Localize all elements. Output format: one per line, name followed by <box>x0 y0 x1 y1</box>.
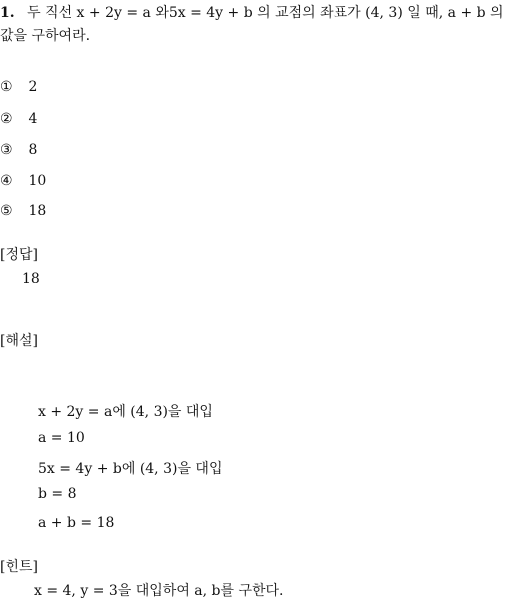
answer-value: 18 <box>22 271 40 287</box>
choice-mark: ① <box>0 79 13 95</box>
choice-value: 8 <box>28 142 38 158</box>
choice-mark: ③ <box>0 142 13 158</box>
explanation-step-5: a + b = 18 <box>38 515 115 531</box>
question-line-1 <box>0 2 504 22</box>
hint-label: [힌트] <box>0 559 38 575</box>
hint-text: x = 4, y = 3을 대입하여 a, b를 구한다. <box>34 583 284 599</box>
choice-value: 4 <box>28 111 38 127</box>
choice-mark: ⑤ <box>0 203 13 219</box>
explanation-step-3: 5x = 4y + b에 (4, 3)을 대입 <box>38 461 223 477</box>
choice-3[interactable] <box>0 142 37 158</box>
choice-value: 18 <box>28 203 47 219</box>
choice-4[interactable] <box>0 173 46 189</box>
choice-mark: ② <box>0 111 13 127</box>
question-text: 두 직선 x + 2y = a 와5x = 4y + b 의 교점의 좌표가 (4, 3) 일 때, a + b 의 <box>27 5 504 21</box>
explanation-label: [해설] <box>0 333 38 349</box>
choice-5[interactable] <box>0 203 46 219</box>
choice-value: 2 <box>28 79 38 95</box>
explanation-step-4: b = 8 <box>38 486 77 502</box>
question-line-2: 값을 구하여라. <box>0 28 91 44</box>
explanation-step-1: x + 2y = a에 (4, 3)을 대입 <box>38 404 213 420</box>
choice-value: 10 <box>28 173 47 189</box>
answer-label: [정답] <box>0 247 38 263</box>
explanation-step-2: a = 10 <box>38 430 85 446</box>
choice-1[interactable] <box>0 79 37 95</box>
choice-2[interactable] <box>0 111 37 127</box>
question-number: 1. <box>0 5 15 21</box>
choice-mark: ④ <box>0 173 13 189</box>
